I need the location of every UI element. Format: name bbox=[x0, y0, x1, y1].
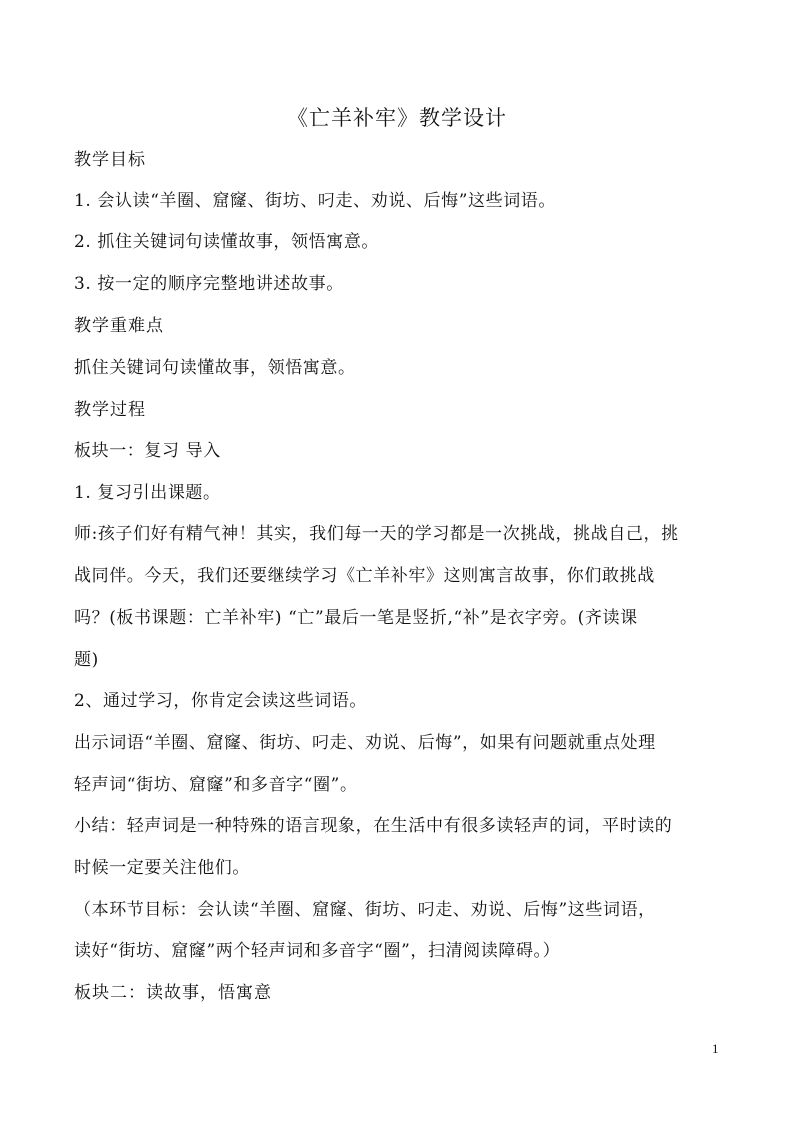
goal-item-2: 2. 抓住关键词句读懂故事，领悟寓意。 bbox=[74, 232, 380, 252]
summary-line-1: 小结：轻声词是一种特殊的语言现象，在生活中有很多读轻声的词，平时读的 bbox=[74, 816, 673, 836]
show-words-line-1: 出示词语“羊圈、窟窿、街坊、叼走、劝说、后悔”，如果有问题就重点处理 bbox=[74, 733, 656, 753]
page-number: 1 bbox=[712, 1041, 719, 1056]
goal-item-3: 3. 按一定的顺序完整地讲述故事。 bbox=[74, 274, 344, 294]
teacher-paragraph-line-1: 师:孩子们好有精气神！其实，我们每一天的学习都是一次挑战，挑战自己，挑 bbox=[74, 524, 679, 544]
key-point-text: 抓住关键词句读懂故事，领悟寓意。 bbox=[74, 358, 356, 378]
block-2-title: 板块二：读故事，悟寓意 bbox=[74, 983, 272, 1003]
block-1-title: 板块一：复习 导入 bbox=[74, 441, 221, 461]
goal-item-1: 1. 会认读“羊圈、窟窿、街坊、叼走、劝说、后悔”这些词语。 bbox=[74, 191, 557, 211]
section-heading-goals: 教学目标 bbox=[74, 150, 146, 170]
note-line-2: 读好“街坊、窟窿”两个轻声词和多音字“圈”，扫清阅读障碍。） bbox=[74, 941, 561, 961]
note-line-1: （本环节目标：会认读“羊圈、窟窿、街坊、叼走、劝说、后悔”这些词语， bbox=[74, 900, 656, 920]
document-title: 《亡羊补牢》教学设计 bbox=[287, 106, 507, 130]
show-words-line-2: 轻声词“街坊、窟窿”和多音字“圈”。 bbox=[74, 775, 358, 795]
teacher-paragraph-line-3: 吗？(板书课题：亡羊补牢) “亡”最后一笔是竖折,“补”是衣字旁。(齐读课 bbox=[74, 608, 638, 628]
teacher-paragraph-line-2: 战同伴。今天，我们还要继续学习《亡羊补牢》这则寓言故事，你们敢挑战 bbox=[74, 566, 655, 586]
teacher-paragraph-line-4: 题) bbox=[74, 650, 99, 670]
summary-line-2: 时候一定要关注他们。 bbox=[74, 858, 250, 878]
section-heading-process: 教学过程 bbox=[74, 400, 146, 420]
process-step-1: 1. 复习引出课题。 bbox=[74, 483, 221, 503]
section-heading-key-points: 教学重难点 bbox=[74, 316, 164, 336]
process-step-2: 2、通过学习，你肯定会读这些词语。 bbox=[74, 691, 368, 711]
